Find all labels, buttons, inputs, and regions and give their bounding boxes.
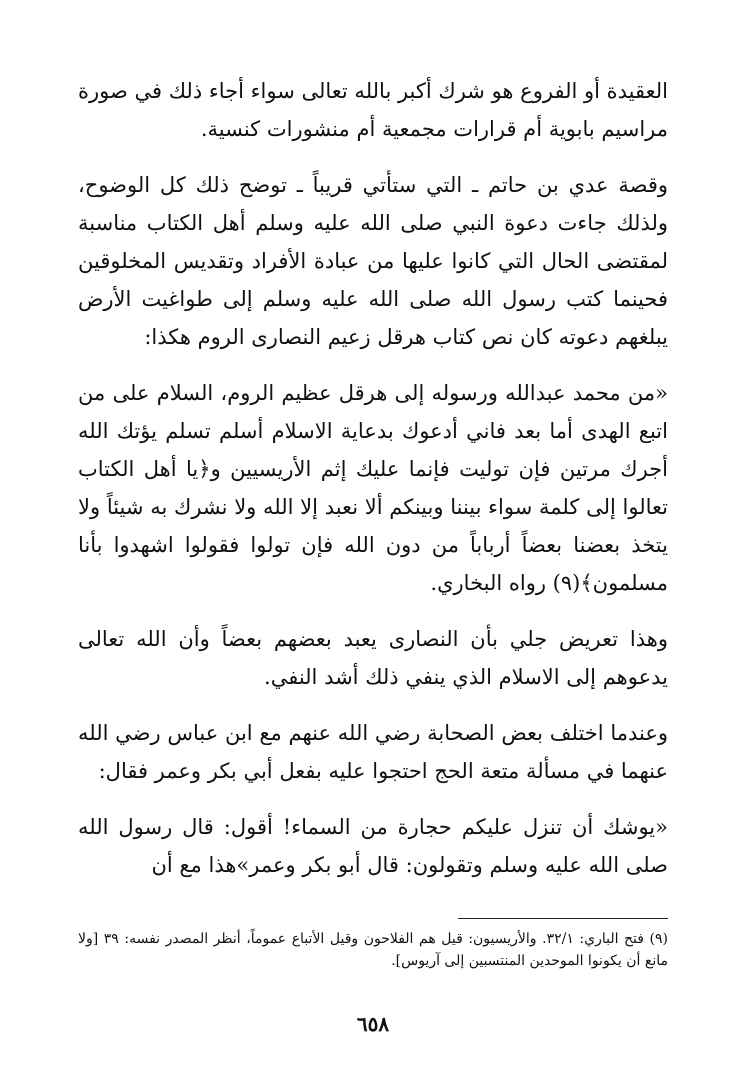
paragraph-gap	[78, 790, 668, 808]
paragraph-gap	[78, 602, 668, 620]
paragraph-2: وقصة عدي بن حاتم ـ التي ستأتي قريباً ـ توضح ذلك كل الوضوح، ولذلك جاءت دعوة النبي صلى الله عليه وسلم أهل الكتاب مناسبة لمقتضى الحال التي كانوا عليها من عبادة الأفراد وتقديس المخلوقين فحينما كتب رسول الله صلى الله عليه وسلم إلى طواغيت الأرض يبلغهم دعوته كان نص كتاب هرقل زعيم النصارى الروم هكذا:	[78, 173, 668, 349]
footnote-divider	[458, 918, 668, 919]
paragraph-gap	[78, 356, 668, 374]
paragraph-3-letter-quote: «من محمد عبدالله ورسوله إلى هرقل عظيم الروم، السلام على من اتبع الهدى أما بعد فاني أدعوك بدعاية الاسلام أسلم تسلم يؤتك الله أجرك مرتين فإن توليت فإنما عليك إثم الأريسيين و﴿يا أهل الكتاب تعالوا إلى كلمة سواء بيننا وبينكم ألا نعبد إلا الله ولا نشرك به شيئاً ولا يتخذ بعضنا بعضاً أرباباً من دون الله فإن تولوا فقولوا اشهدوا بأنا مسلمون﴾(٩) رواه البخاري.	[78, 381, 668, 595]
paragraph-gap	[78, 696, 668, 714]
body-text	[78, 72, 668, 884]
footnote-9: (٩) فتح الباري: ٣٢/١. والأريسيون: قيل هم الفلاحون وقيل الأتباع عموماً، أنظر المصدر نفسه: ٣٩ [ولا مانع أن يكونوا الموحدين المنتسبين إلى آريوس].	[78, 931, 668, 969]
paragraph-4: وهذا تعريض جلي بأن النصارى يعبد بعضهم بعضاً وأن الله تعالى يدعوهم إلى الاسلام الذي ينفي ذلك أشد النفي.	[78, 627, 668, 689]
paragraph-1: العقيدة أو الفروع هو شرك أكبر بالله تعالى سواء أجاء ذلك في صورة مراسيم بابوية أم قرارات مجمعية أم منشورات كنسية.	[78, 79, 668, 141]
paragraph-5: وعندما اختلف بعض الصحابة رضي الله عنهم مع ابن عباس رضي الله عنهما في مسألة متعة الحج احتجوا عليه بفعل أبي بكر وعمر فقال:	[78, 721, 668, 783]
page-number: ٦٥٨	[356, 1012, 390, 1036]
paragraph-6-quote: «يوشك أن تنزل عليكم حجارة من السماء! أقول: قال رسول الله صلى الله عليه وسلم وتقولون: قال أبو بكر وعمر»هذا مع أن	[78, 815, 668, 877]
paragraph-gap	[78, 148, 668, 166]
